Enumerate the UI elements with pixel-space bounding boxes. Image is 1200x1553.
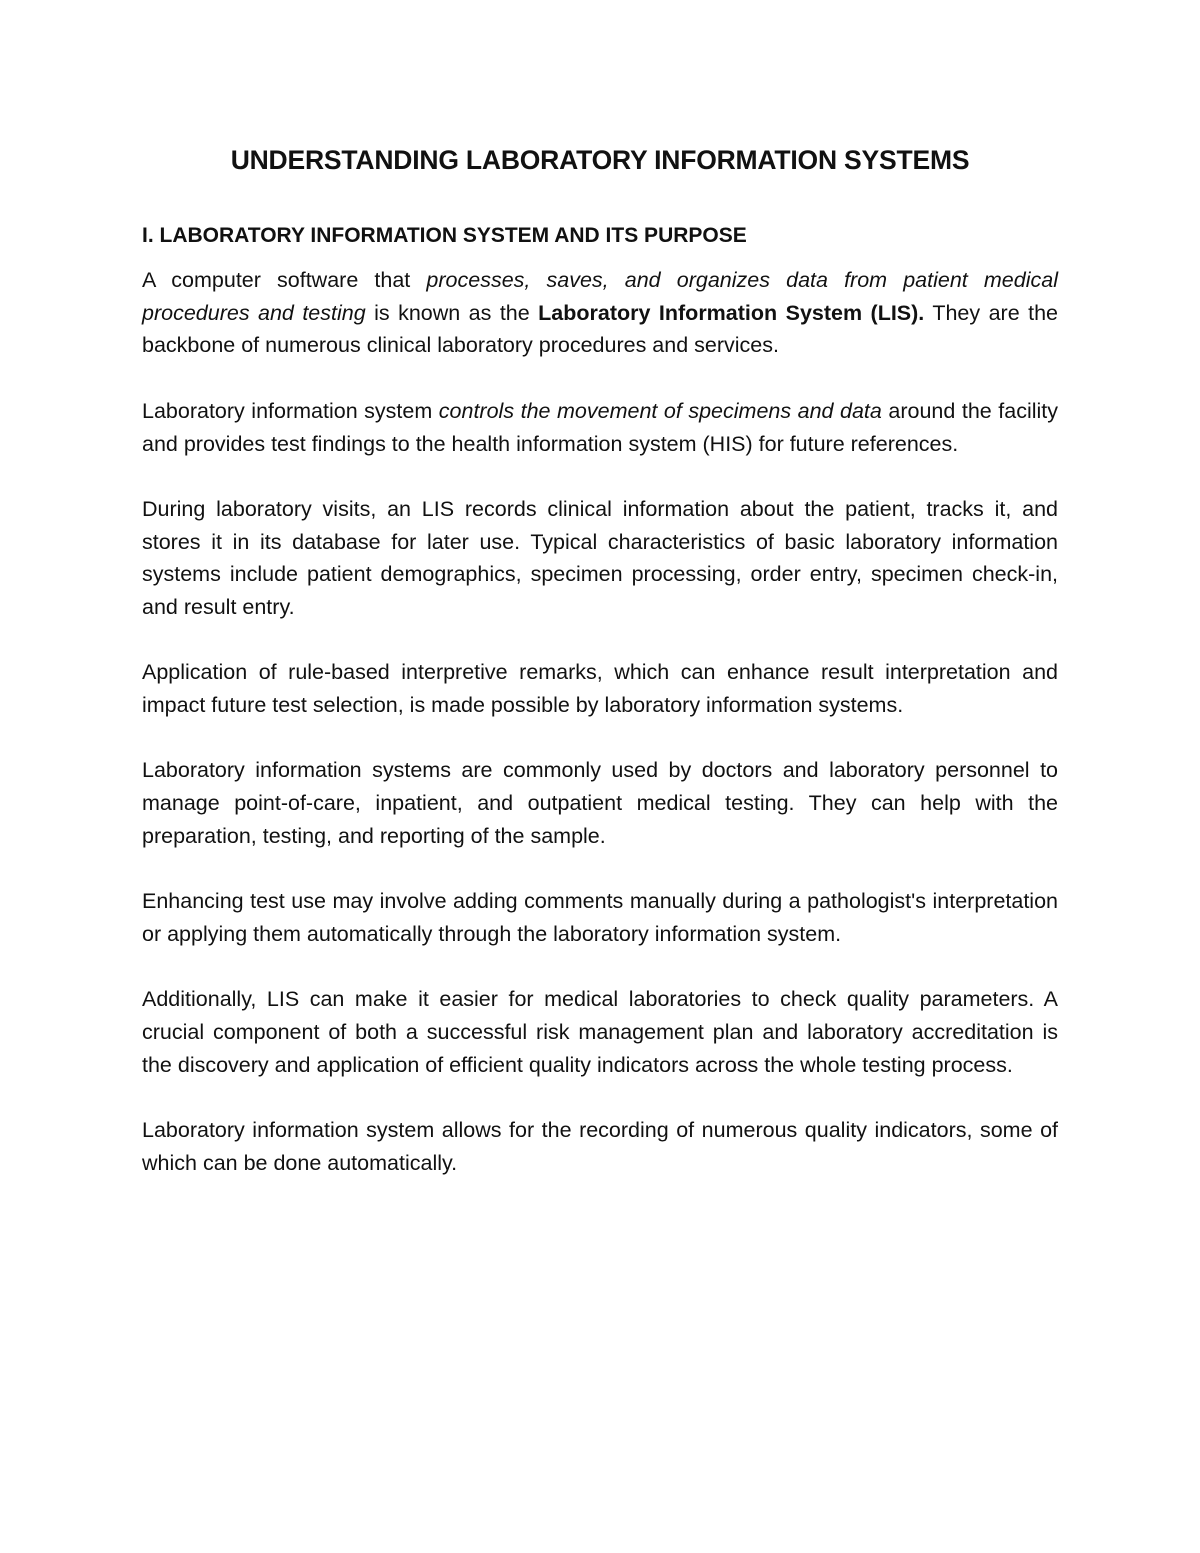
text-run: A computer software that (142, 268, 427, 292)
bold-term: Laboratory Information System (LIS). (538, 300, 925, 325)
paragraph-quality-parameters: Additionally, LIS can make it easier for medical laboratories to check quality parameters. A crucial component of both a successful risk management plan and laboratory accreditation is the discovery and application of efficient quality indicators across the whole testing process. (142, 987, 1058, 1077)
paragraph-quality-indicators: Laboratory information system allows for the recording of numerous quality indicators, some of which can be done automatically. (142, 1118, 1058, 1175)
text-run: They are the backbone of numerous clinical laboratory procedures and services. (142, 300, 1058, 358)
paragraph-test-use: Enhancing test use may involve adding comments manually during a pathologist's interpretation or applying them automatically through the laboratory information system. (142, 889, 1058, 946)
paragraph-lis-definition (142, 264, 1058, 362)
italic-run: controls the movement of specimens and data (438, 398, 882, 423)
text-run: around the facility and provides test findings to the health information system (HIS) for future references. (142, 398, 1058, 456)
text-run: is known as the (365, 300, 539, 325)
document-title: UNDERSTANDING LABORATORY INFORMATION SYSTEMS (230, 145, 970, 175)
paragraph-common-use: Laboratory information systems are commonly used by doctors and laboratory personnel to manage point-of-care, inpatient, and outpatient medical testing. They can help with the preparation, testing, and reporting of the sample. (142, 758, 1058, 848)
section-heading: I. LABORATORY INFORMATION SYSTEM AND ITS PURPOSE (142, 224, 747, 247)
paragraph-specimen-movement (142, 395, 1058, 460)
paragraph-interpretive-remarks: Application of rule-based interpretive remarks, which can enhance result interpretation and impact future test selection, is made possible by laboratory information systems. (142, 660, 1058, 718)
text-run: Laboratory information system (142, 398, 439, 423)
italic-run: processes, saves, and organizes data from patient medical procedures and testing (142, 268, 1058, 325)
paragraph-lab-visits: During laboratory visits, an LIS records clinical information about the patient, tracks it, and stores it in its database for later use. Typical characteristics of basic laboratory information systems include patient demographics, specimen processing, order entry, specimen check-in, and result entry. (142, 496, 1058, 619)
